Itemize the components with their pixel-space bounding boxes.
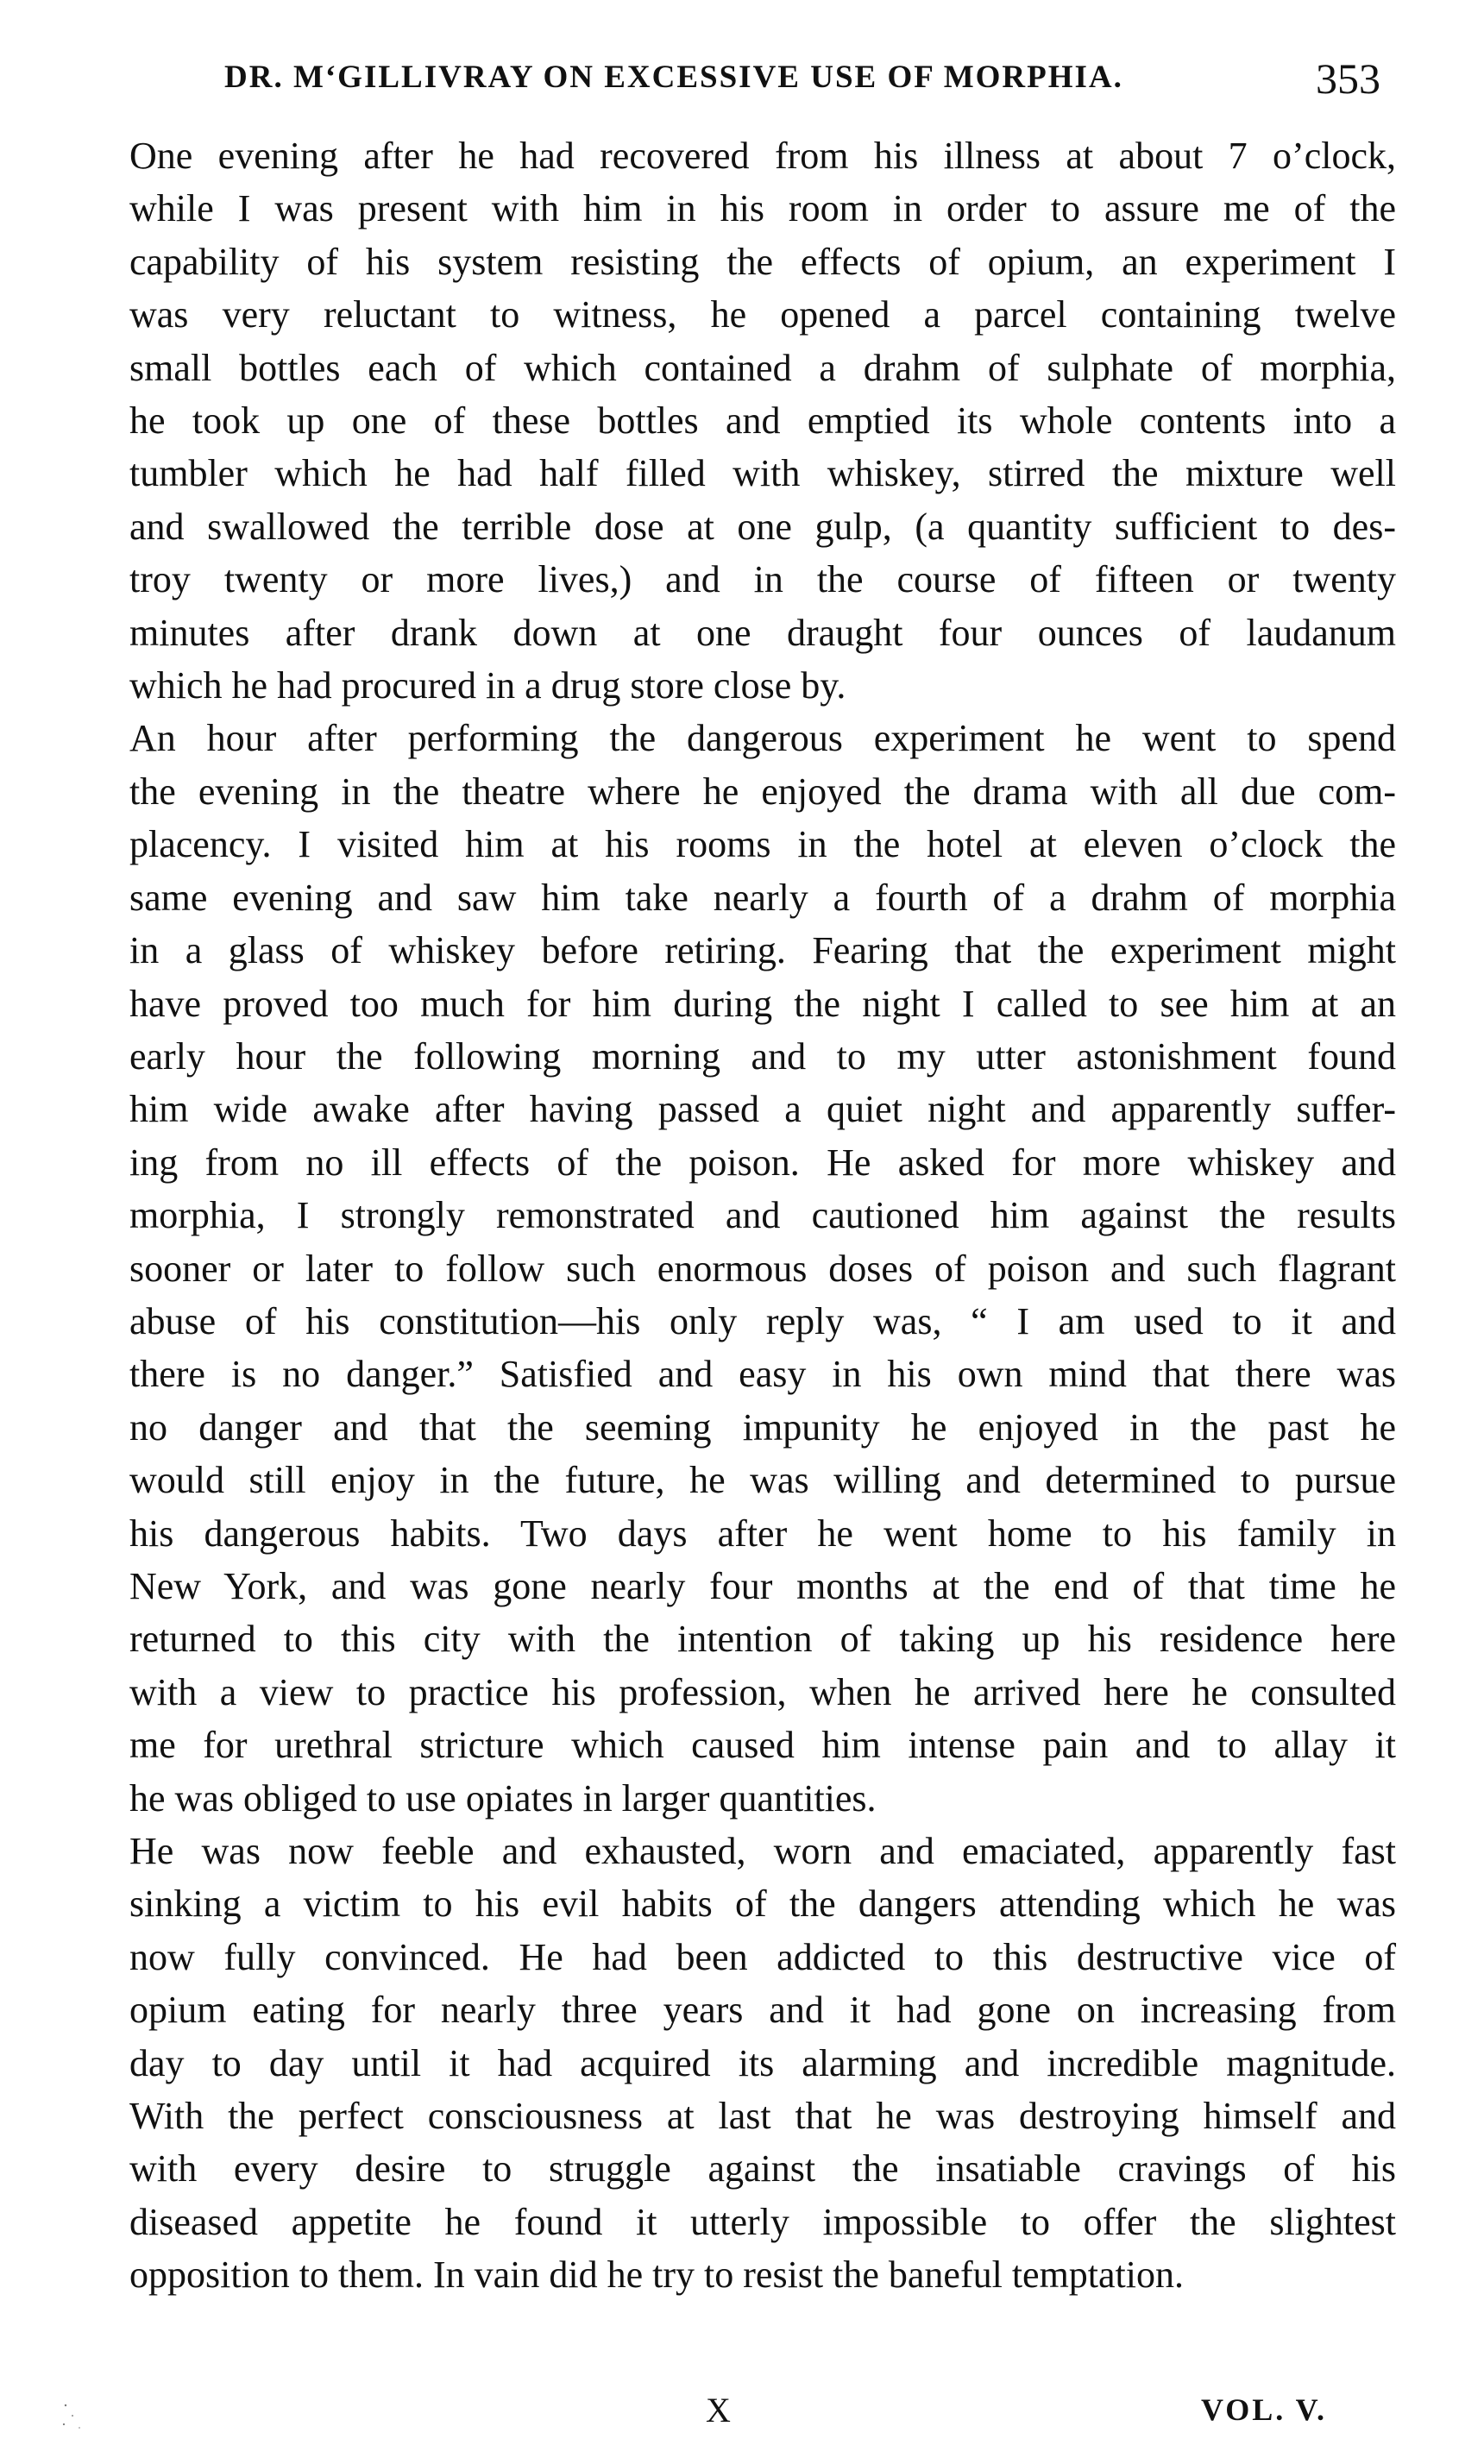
text-line: opium eating for nearly three years and it had gone on increasing from — [129, 1989, 1396, 2032]
running-head — [224, 53, 1380, 114]
text-line: morphia, I strongly remonstrated and cautioned him against the results — [129, 1194, 1396, 1237]
text-line: no danger and that the seeming impunity he enjoyed in the past he — [129, 1405, 1396, 1449]
text-line: would still enjoy in the future, he was willing and determined to pursue — [129, 1459, 1396, 1502]
text-line: capability of his system resisting the effects of opium, an experiment I — [129, 240, 1396, 283]
text-line: abuse of his constitution—his only reply was, “ I am used to it and — [129, 1299, 1396, 1342]
text-line: same evening and saw him take nearly a fourth of a drahm of morphia — [129, 876, 1396, 919]
text-line: he was obliged to use opiates in larger quantities. — [129, 1776, 877, 1820]
body-text — [85, 129, 1396, 2302]
print-specks — [60, 2398, 95, 2433]
paragraph — [85, 129, 1396, 712]
text-line: ing from no ill effects of the poison. He asked for more whiskey and — [129, 1141, 1396, 1184]
text-line: there is no danger.” Satisfied and easy in his own mind that there was — [129, 1353, 1396, 1396]
text-line: New York, and was gone nearly four months at the end of that time he — [129, 1564, 1396, 1607]
text-line: returned to this city with the intention of taking up his residence here — [129, 1618, 1396, 1661]
text-line: troy twenty or more lives,) and in the course of fifteen or twenty — [129, 558, 1396, 601]
text-line: tumbler which he had half filled with whiskey, stirred the mixture well — [129, 452, 1396, 495]
text-line: have proved too much for him during the night I called to see him at an — [129, 982, 1396, 1025]
text-line: me for urethral stricture which caused him intense pain and to allay it — [129, 1724, 1396, 1767]
text-line: opposition to them. In vain did he try to resist the baneful temptation. — [129, 2253, 1185, 2297]
text-line: He was now feeble and exhausted, worn and emaciated, apparently fast — [129, 1830, 1396, 1872]
text-line: with every desire to struggle against the insatiable cravings of his — [129, 2147, 1396, 2191]
text-line: day to day until it had acquired its alarming and incredible magnitude. — [129, 2041, 1396, 2084]
text-line: his dangerous habits. Two days after he went home to his family in — [129, 1512, 1396, 1555]
volume-label: VOL. V. — [1201, 2392, 1327, 2427]
text-line: diseased appetite he found it utterly impossible to offer the slightest — [129, 2200, 1396, 2243]
text-line: while I was present with him in his room in order to assure me of the — [129, 187, 1396, 230]
text-line: minutes after drank down at one draught four ounces of laudanum — [129, 611, 1396, 654]
page-number: 353 — [1316, 54, 1380, 103]
text-line: early hour the following morning and to my utter astonishment found — [129, 1034, 1396, 1078]
text-line: sooner or later to follow such enormous doses of poison and such flagrant — [129, 1247, 1396, 1290]
text-line: placency. I visited him at his rooms in the hotel at eleven o’clock the — [129, 823, 1396, 866]
text-line: the evening in the theatre where he enjoyed the drama with all due com- — [129, 770, 1396, 813]
text-line: him wide awake after having passed a quiet night and apparently suffer- — [129, 1088, 1396, 1131]
text-line: With the perfect consciousness at last that he was destroying himself and — [129, 2095, 1396, 2138]
text-line: sinking a victim to his evil habits of the dangers attending which he was — [129, 1883, 1396, 1926]
signature-mark: X — [706, 2391, 733, 2429]
text-line: now fully convinced. He had been addicted to this destructive vice of — [129, 1935, 1396, 1978]
paragraph — [85, 1825, 1396, 2302]
text-line: One evening after he had recovered from his illness at about 7 o’clock, — [129, 135, 1396, 177]
text-line: small bottles each of which contained a drahm of sulphate of morphia, — [129, 346, 1396, 389]
running-title: DR. M‘GILLIVRAY ON EXCESSIVE USE OF MORPHIA. — [224, 60, 1123, 95]
text-line: he took up one of these bottles and emptied its whole contents into a — [129, 399, 1396, 443]
text-line: was very reluctant to witness, he opened a parcel containing twelve — [129, 293, 1396, 336]
text-line: in a glass of whiskey before retiring. Fearing that the experiment might — [129, 929, 1396, 972]
text-line: with a view to practice his profession, when he arrived here he consulted — [129, 1670, 1396, 1713]
text-line: which he had procured in a drug store close by. — [129, 664, 846, 707]
paragraph — [85, 712, 1396, 1825]
page-footer — [0, 2390, 1484, 2442]
text-line: An hour after performing the dangerous experiment he went to spend — [129, 717, 1396, 760]
text-line: and swallowed the terrible dose at one gulp, (a quantity sufficient to des- — [129, 505, 1396, 548]
